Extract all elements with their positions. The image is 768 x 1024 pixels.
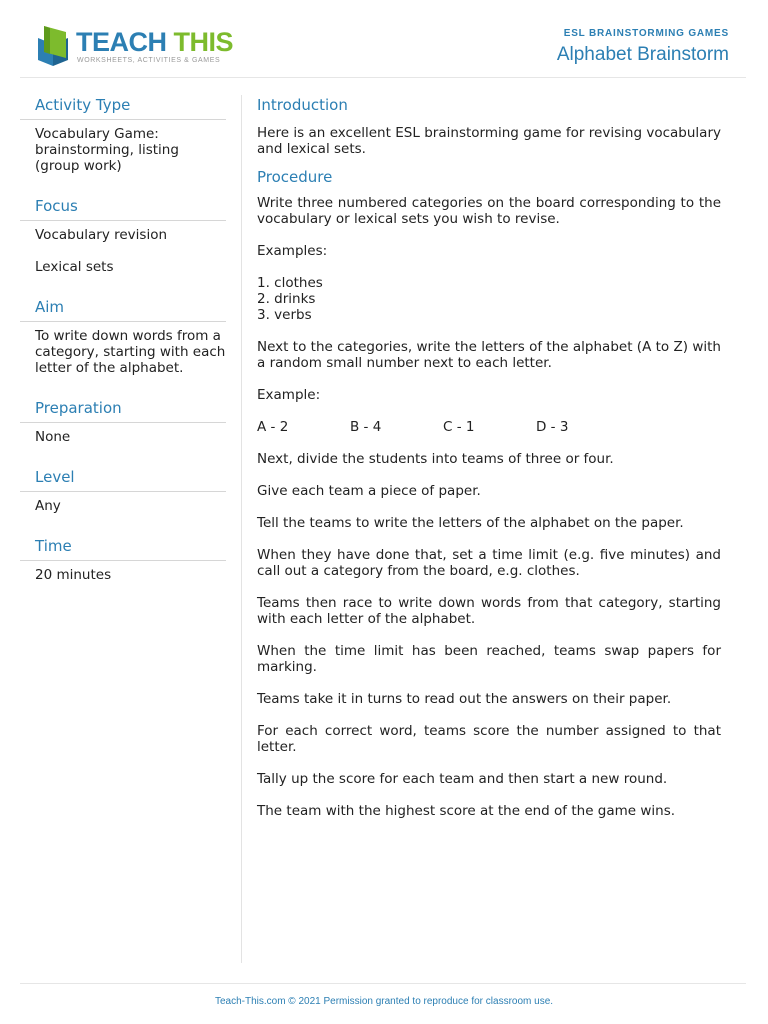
letter-examples xyxy=(257,419,721,435)
procedure-paragraph: Write three numbered categories on the board corresponding to the vocabulary or lexical sets you wish to revise. xyxy=(257,195,721,227)
sidebar-value: Vocabulary Game: brainstorming, listing (group work) xyxy=(35,126,179,174)
page-title: Alphabet Brainstorm xyxy=(556,44,729,65)
procedure-step: Teams take it in turns to read out the answers on their paper. xyxy=(257,691,672,707)
procedure-step: The team with the highest score at the end of the game wins. xyxy=(257,803,676,819)
sidebar-value: Lexical sets xyxy=(35,259,114,275)
logo-tagline: WORKSHEETS, ACTIVITIES & GAMES xyxy=(77,57,221,64)
sidebar-value: None xyxy=(35,429,71,445)
sidebar-value: To write down words from a category, starting with each letter of the alphabet. xyxy=(35,328,226,376)
letter-example: B - 4 xyxy=(350,419,382,435)
teach-this-logo xyxy=(36,24,236,70)
procedure-heading: Procedure xyxy=(257,168,333,186)
example-label: Example: xyxy=(257,387,321,403)
procedure-paragraph: Next to the categories, write the letters of the alphabet (A to Z) with a random small number next to each letter. xyxy=(257,339,721,371)
sidebar-heading: Time xyxy=(20,536,226,561)
category-item: 3. verbs xyxy=(257,307,312,323)
header-divider xyxy=(20,77,746,78)
sidebar-heading: Level xyxy=(20,467,226,492)
category-item: 2. drinks xyxy=(257,291,316,307)
main-content xyxy=(257,95,721,835)
info-sidebar xyxy=(20,95,226,605)
sidebar-block-preparation xyxy=(20,398,226,445)
letter-example: D - 3 xyxy=(536,419,569,435)
sidebar-heading: Preparation xyxy=(20,398,226,423)
procedure-step: Teams then race to write down words from that category, starting with each letter of the alphabet. xyxy=(257,595,721,627)
sidebar-heading: Activity Type xyxy=(20,95,226,120)
sidebar-block-level xyxy=(20,467,226,514)
page-header xyxy=(0,0,768,78)
sidebar-block-aim xyxy=(20,297,226,376)
logo-wordmark xyxy=(76,27,233,57)
introduction-heading: Introduction xyxy=(257,96,348,114)
sidebar-heading: Focus xyxy=(20,196,226,221)
sidebar-block-time xyxy=(20,536,226,583)
letter-example: A - 2 xyxy=(257,419,289,435)
procedure-step: Tell the teams to write the letters of the alphabet on the paper. xyxy=(257,515,684,531)
procedure-step: Next, divide the students into teams of three or four. xyxy=(257,451,614,467)
introduction-text: Here is an excellent ESL brainstorming game for revising vocabulary and lexical sets. xyxy=(257,125,721,157)
procedure-step: For each correct word, teams score the number assigned to that letter. xyxy=(257,723,721,755)
procedure-step: Tally up the score for each team and then start a new round. xyxy=(257,771,668,787)
sidebar-value: 20 minutes xyxy=(35,567,112,583)
procedure-body xyxy=(257,195,721,819)
category-list xyxy=(257,275,721,323)
footer-divider xyxy=(20,983,746,984)
category-item: 1. clothes xyxy=(257,275,323,291)
copyright-footer: Teach-This.com © 2021 Permission granted to reproduce for classroom use. xyxy=(214,996,554,1007)
book-logo-icon xyxy=(36,24,74,68)
logo-word-this: THIS xyxy=(173,27,234,57)
column-divider xyxy=(241,95,242,963)
procedure-step: When the time limit has been reached, teams swap papers for marking. xyxy=(257,643,721,675)
section-label: ESL BRAINSTORMING GAMES xyxy=(563,28,729,39)
letter-example: C - 1 xyxy=(443,419,475,435)
examples-label: Examples: xyxy=(257,243,328,259)
procedure-step: When they have done that, set a time limit (e.g. five minutes) and call out a category from the board, e.g. clothes. xyxy=(257,547,721,579)
sidebar-value: Any xyxy=(35,498,61,514)
sidebar-heading: Aim xyxy=(20,297,226,322)
sidebar-block-activity-type xyxy=(20,95,226,174)
sidebar-value: Vocabulary revision xyxy=(35,227,168,243)
logo-word-teach: TEACH xyxy=(76,27,167,57)
sidebar-block-focus xyxy=(20,196,226,275)
procedure-step: Give each team a piece of paper. xyxy=(257,483,481,499)
